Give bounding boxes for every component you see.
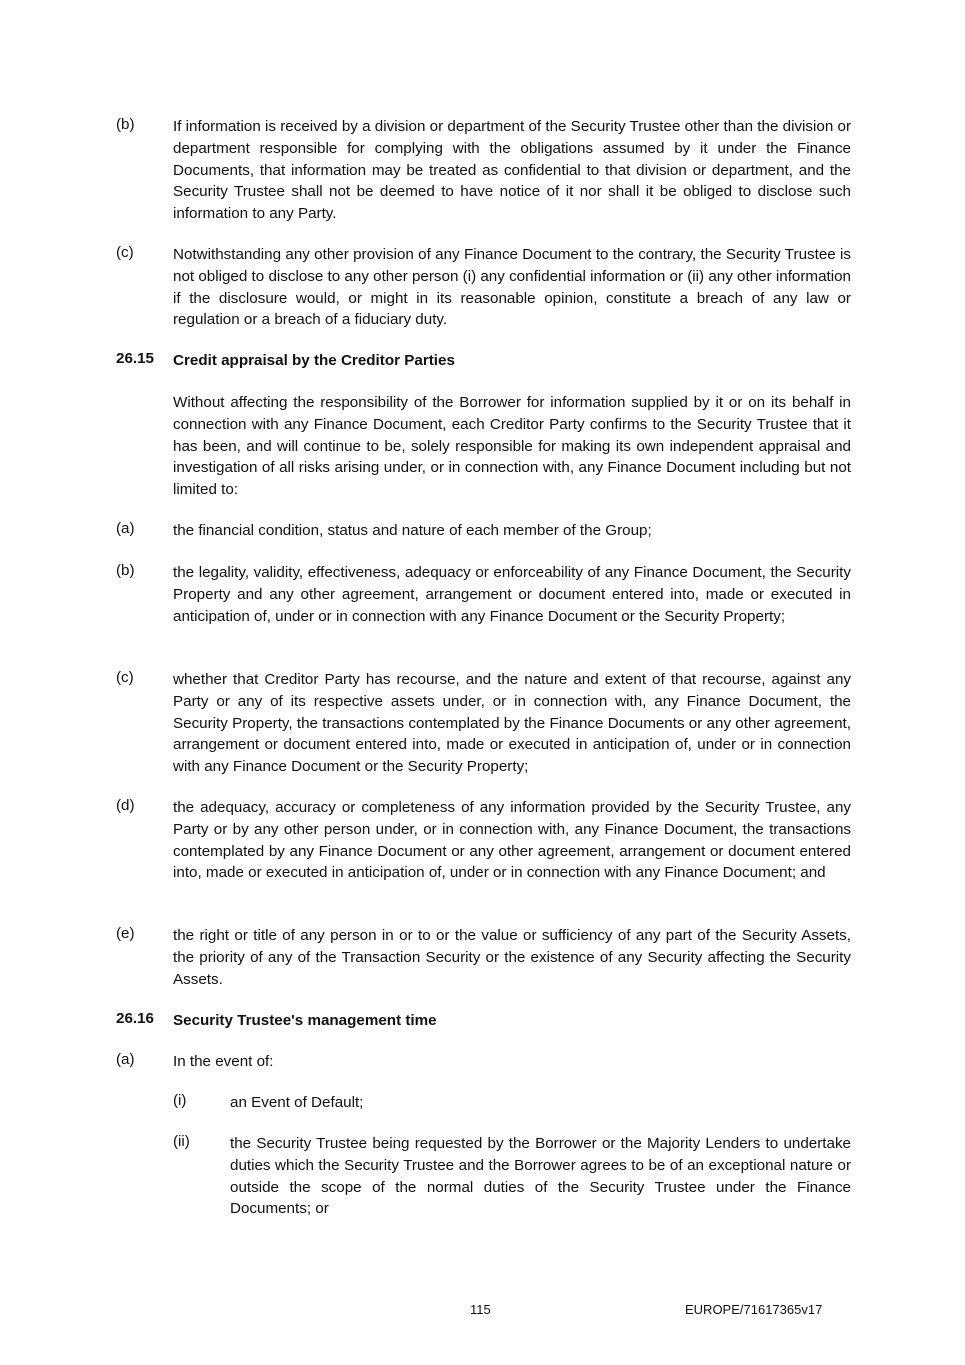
- clause-b: [116, 116, 851, 225]
- item-d: [116, 797, 851, 884]
- section-heading-26-15: [116, 350, 851, 372]
- item-text: the right or title of any person in or to or the value or sufficiency of any part of the Security Assets, the priority of any of the Transaction Security or the existence of any Security affecting the Security Assets.: [173, 927, 851, 988]
- item-text: the financial condition, status and nature of each member of the Group;: [173, 522, 652, 539]
- item-label: (a): [116, 520, 135, 537]
- clause-label: (b): [116, 116, 135, 133]
- item-label: (b): [116, 562, 135, 579]
- section-number: 26.16: [116, 1010, 155, 1027]
- item-a-event: [116, 1051, 851, 1073]
- subitem-label: (ii): [173, 1133, 190, 1150]
- item-label: (d): [116, 797, 135, 814]
- intro-text: Without affecting the responsibility of the Borrower for information supplied by it or on its behalf in connection with any Finance Document, each Creditor Party confirms to the Security Trustee that it has been, and will continue to be, solely responsible for making its own independent appraisal and investigation of all risks arising under, or in connection with, any Finance Document including but not limited to:: [173, 394, 851, 499]
- subitem-ii: [173, 1133, 851, 1220]
- subitem-text: an Event of Default;: [230, 1094, 364, 1111]
- clause-label: (c): [116, 244, 134, 261]
- item-label: (c): [116, 669, 134, 686]
- item-text: whether that Creditor Party has recourse, and the nature and extent of that recourse, against any Party or any of its respective assets under, or in connection with, any Finance Document, the Security Property, the transactions contemplated by the Finance Documents or any other agreement, arrangement or document entered into, made or executed in anticipation of, under or in connection with any Finance Document or the Security Property;: [173, 671, 851, 776]
- section-title: Security Trustee's management time: [173, 1012, 437, 1029]
- page-number: 115: [470, 1302, 491, 1317]
- document-reference: EUROPE/71617365v17: [685, 1302, 823, 1317]
- item-e: [116, 925, 851, 990]
- item-b: [116, 562, 851, 627]
- item-a: [116, 520, 851, 542]
- clause-c: [116, 244, 851, 331]
- subitem-text: the Security Trustee being requested by the Borrower or the Majority Lenders to undertake duties which the Security Trustee and the Borrower agrees to be of an exceptional nature or outside the scope of the normal duties of the Security Trustee under the Finance Documents; or: [230, 1135, 851, 1218]
- item-text: the legality, validity, effectiveness, adequacy or enforceability of any Finance Document, the Security Property and any other agreement, arrangement or document entered into, made or executed in anticipation of, under or in connection with any Finance Document or the Security Property;: [173, 564, 851, 625]
- item-text: the adequacy, accuracy or completeness of any information provided by the Security Trustee, any Party or by any other person under, or in connection with, any Finance Document, the transactions contemplated by any Finance Document or any other agreement, arrangement or document entered into, made or executed in anticipation of, under or in connection with any Finance Document; and: [173, 799, 851, 882]
- clause-text: If information is received by a division or department of the Security Trustee other than the division or department responsible for complying with the obligations assumed by it under the Finance Documents, that information may be treated as confidential to that division or department, and the Security Trustee shall not be deemed to have notice of it nor shall it be obliged to disclose such information to any Party.: [173, 118, 851, 223]
- subitem-i: [173, 1092, 851, 1114]
- item-label: (a): [116, 1051, 135, 1068]
- item-c: [116, 669, 851, 778]
- section-number: 26.15: [116, 350, 155, 367]
- section-intro: [116, 392, 851, 501]
- item-label: (e): [116, 925, 135, 942]
- clause-text: Notwithstanding any other provision of any Finance Document to the contrary, the Security Trustee is not obliged to disclose to any other person (i) any confidential information or (ii) any other information if the disclosure would, or might in its reasonable opinion, constitute a breach of any law or regulation or a breach of a fiduciary duty.: [173, 246, 851, 329]
- section-title: Credit appraisal by the Creditor Parties: [173, 352, 455, 369]
- subitem-label: (i): [173, 1092, 187, 1109]
- item-text: In the event of:: [173, 1053, 274, 1070]
- section-heading-26-16: [116, 1010, 851, 1032]
